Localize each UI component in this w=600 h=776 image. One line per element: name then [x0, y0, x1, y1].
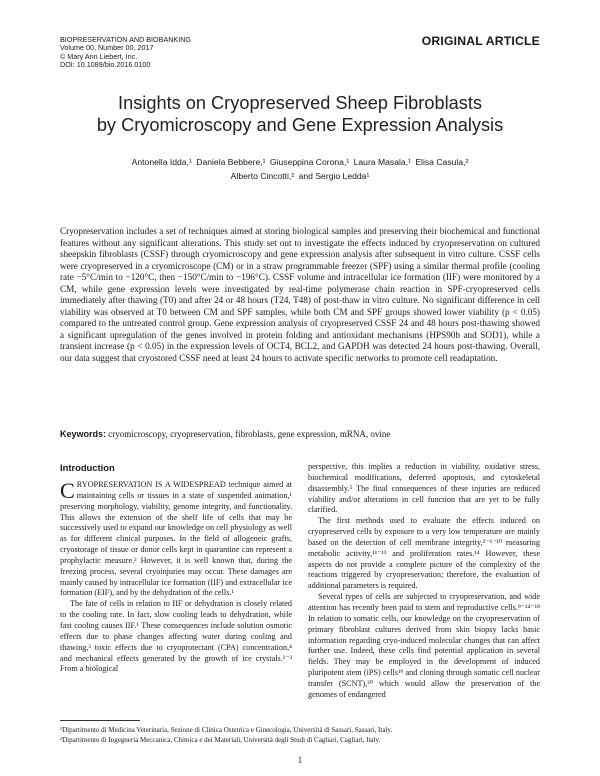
keywords-text: cryomicroscopy, cryopreservation, fibroblasts, gene expression, mRNA, ovine — [108, 429, 391, 439]
right-paragraph-1: perspective, this implies a reduction in viability, oxidative stress, biochemical modifications, deferred apoptosis, and cytoskeletal disassembly.⁵ The final consequences of these injuries are reduced viability and/or alterations in cell function that are yet to be fully clarified. — [308, 462, 540, 515]
article-type: ORIGINAL ARTICLE — [421, 34, 540, 48]
right-paragraph-3: Several types of cells are subjected to cryopreservation, and wide attention has recently been paid to stem and reproductive cells.⁹⁻¹⁴⁻¹⁸ In relation to somatic cells, our knowledge on the cryopreservation of primary fibroblast cultures derived from skin biopsy lacks basic information regarding cryo-induced molecular changes that can affect further use. Indeed, these cells find potential application in several fields. They may be employed in the development of induced pluripotent stem (iPS) cells¹⁹ and cloning through somatic cell nuclear transfer (SCNT),²⁰ which would allow the preservation of the genomes of endangered — [308, 592, 540, 699]
journal-name: BIOPRESERVATION AND BIOBANKING — [60, 35, 192, 44]
author: Giuseppina Corona,¹ — [269, 157, 350, 167]
authors-line-1 — [60, 156, 540, 170]
intro-paragraph-1-text: RYOPRESERVATION IS A WIDESPREAD technique aimed at maintaining cells or tissues in a state of suspended animation,¹ preserving morphology, viability, genome integrity, and functionality. This allows the extension of the shelf life of cells that may be successively used to expand our knowledge on cell physiology as well as for different clinical purposes. In the field of allogeneic grafts, cryostorage of tissue or donor cells kept in quarantine can represent a prophylactic measure.² However, it is well known that, during the freezing process, several cryoinjuries may occur. These damages are mainly caused by intracellular ice formation (IIF) and extracellular ice formation (EIF), and by the dehydration of the cells.¹ — [60, 480, 292, 598]
journal-header — [60, 36, 191, 69]
journal-volume: Volume 00, Number 00, 2017 — [60, 43, 154, 53]
footnote-divider — [60, 720, 140, 721]
left-column — [60, 462, 292, 675]
authors-line-2 — [60, 170, 540, 184]
intro-paragraph-2: The fate of cells in relation to IIF or dehydration is closely related to the cooling rate. In fact, slow cooling leads to dehydration, while fast cooling causes IIF.¹ These consequences include solution osmotic effects due to phase changes affecting water during cooling and thawing,³ toxic effects due to cryoprotectant (CPA) concentration,⁴ and mechanical effects generated by the growth of ice crystals.¹⁻³ From a biological — [60, 599, 292, 674]
abstract: Cryopreservation includes a set of techniques aimed at storing biological samples and preserving their biochemical and functional features without any significant alterations. This study set out to investigate the effects induced by cryopreservation on cultured sheepskin fibroblasts (CSSF) through cryomicroscopy and gene expression analysis after subsequent in vitro culture. CSSF cells were cryopreserved in a cryomicroscope (CM) or in a straw programmable freezer (SPF) using a similar thermal profile (cooling rate −5°C/min to −120°C, then −150°C/min to −196°C). CSSF volume and intracellular ice formation (IIF) were monitored by a CM, while gene expression levels were investigated by real-time polymerase chain reaction in SPF-cryopreserved cells immediately after thawing (T0) and after 24 or 48 hours (T24, T48) of post-thaw in vitro culture. No significant difference in cell viability was observed at T0 between CM and SPF samples, while both CM and SPF groups showed lower viability (p < 0.05) compared to the untreated control group. Gene expression analysis of cryopreserved CSSF 24 and 48 hours post-thawing showed a significant upregulation of the genes involved in protein folding and antioxidant mechanisms (HPS90b and SOD1), while a transient increase (p < 0.05) in the expression levels of OCT4, BCL2, and GAPDH was detected 24 hours post-thawing. Overall, our data suggest that cryostored CSSF need at least 24 hours to activate specific networks to promote cell readaptation. — [60, 226, 540, 364]
journal-doi: DOI: 10.1089/bio.2016.0100 — [60, 59, 151, 69]
section-heading-introduction: Introduction — [60, 462, 115, 473]
title-line-2: by Cryomicroscopy and Gene Expression Analysis — [96, 115, 504, 135]
footnote-2: ²Dipartimento di Ingegneria Meccanica, Chimica e dei Materiali, Università degli Studi di Cagliari, Cagliari, Italy. — [60, 735, 381, 744]
author: Elisa Casula,² — [415, 157, 469, 167]
author: and Sergio Ledda¹ — [298, 170, 370, 181]
drop-cap: C — [60, 478, 75, 503]
right-column — [308, 462, 540, 701]
right-paragraph-2: The first methods used to evaluate the effects induced on cryopreserved cells by exposure to a very low temperature are mainly based on the detection of cell membrane integrity,²⁻⁶⁻¹⁰ measuring metabolic activity,¹¹⁻¹³ and proliferation rates.¹⁴ However, these aspects do not provide a complete picture of the complexity of the reactions triggered by cryopreservation; therefore, the evaluation of additional parameters is required. — [308, 516, 540, 591]
article-title — [60, 92, 540, 136]
intro-paragraph-1 — [60, 480, 292, 599]
footnotes — [60, 726, 540, 745]
journal-copyright: © Mary Ann Liebert, Inc. — [60, 51, 138, 61]
author: Laura Masala,¹ — [353, 157, 411, 167]
author-list — [60, 156, 540, 183]
keywords — [60, 429, 540, 439]
author: Daniela Bebbere,¹ — [196, 157, 266, 167]
page-number: 1 — [297, 755, 303, 765]
footnote-1: ¹Dipartimento di Medicina Veterinaria, Sezione di Clinica Ostetrica e Ginecologia, Università di Sassari, Sassari, Italy. — [60, 726, 393, 734]
author: Alberto Cincotti,² — [230, 170, 295, 181]
author: Antonella Idda,¹ — [131, 157, 192, 167]
keywords-label: Keywords: — [60, 429, 107, 439]
title-line-1: Insights on Cryopreserved Sheep Fibroblasts — [118, 93, 482, 113]
